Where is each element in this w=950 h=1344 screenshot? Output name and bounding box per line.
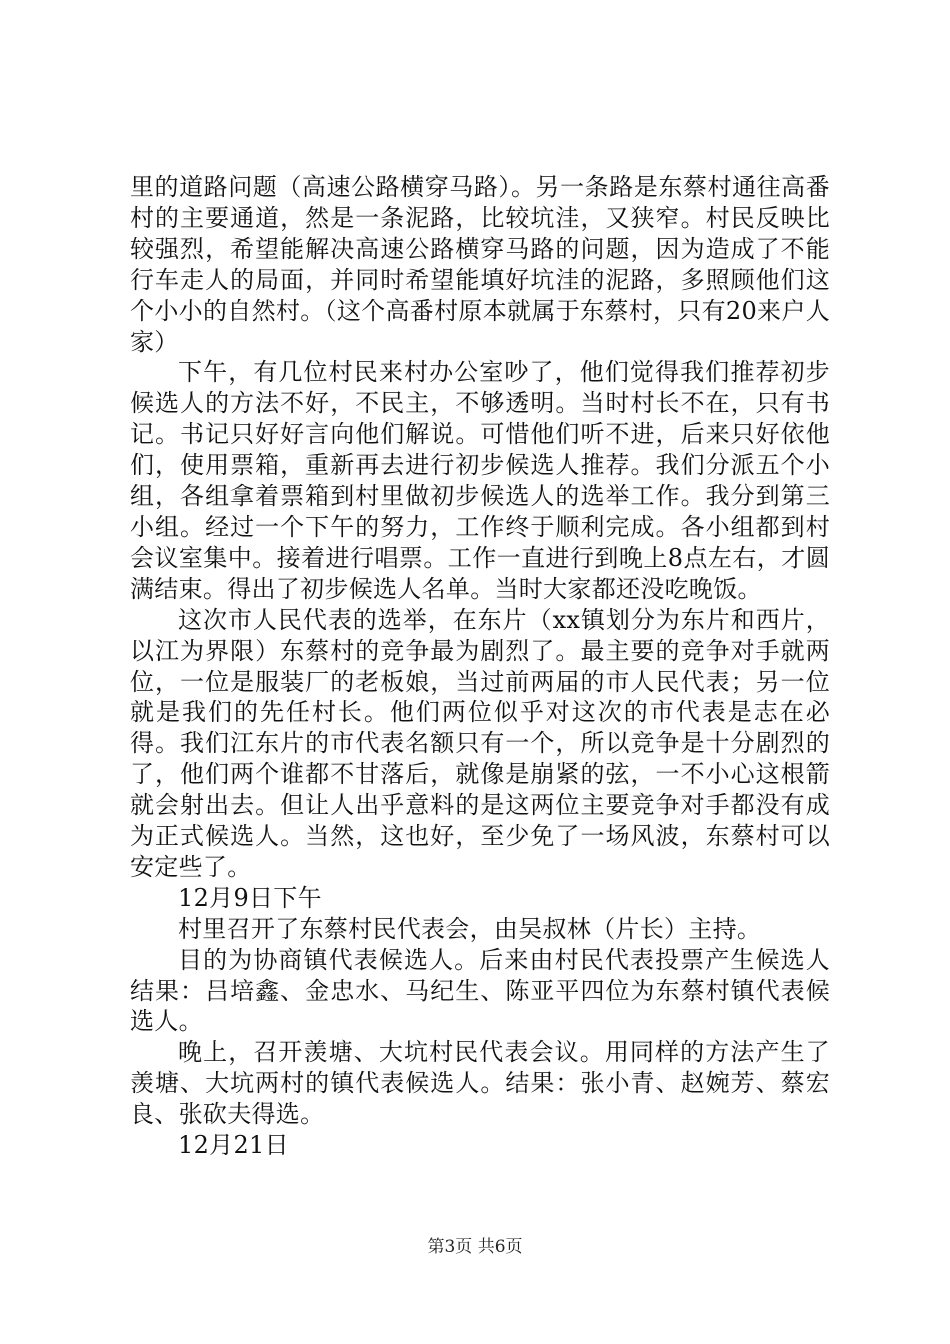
paragraph-2: 下午，有几位村民来村办公室吵了，他们觉得我们推荐初步候选人的方法不好，不民主，不够透明。当时村长不在，只有书记。书记只好好言向他们解说。可惜他们听不进，后来只好依他们，使用票箱，重新再去进行初步候选人推荐。我们分派五个小组，各组拿着票箱到村里做初步候选人的选举工作。我分到第三小组。经过一个下午的努力，工作终于顺利完成。各小组都到村会议室集中。接着进行唱票。工作一直进行到晚上8点左右，才圆满结束。得出了初步候选人名单。当时大家都还没吃晚饭。 [130,358,830,603]
date-heading-dec-9: 12月9日下午 [178,883,322,912]
document-body [130,172,830,1161]
paragraph-6: 目的为协商镇代表候选人。后来由村民代表投票产生候选人结果：吕培鑫、金忠水、马纪生、陈亚平四位为东蔡村镇代表候选人。 [130,945,830,1036]
date-heading-dec-21: 12月21日 [178,1131,289,1160]
paragraph-7: 晚上，召开羡塘、大坑村民代表会议。用同样的方法产生了羡塘、大坑两村的镇代表候选人。结果：张小青、赵婉芳、蔡宏良、张砍夫得选。 [130,1038,830,1129]
paragraph-3: 这次市人民代表的选举，在东片（xx镇划分为东片和西片，以江为界限）东蔡村的竞争最为剧烈了。最主要的竞争对手就两位，一位是服装厂的老板娘，当过前两届的市人民代表；另一位就是我们的先任村长。他们两位似乎对这次的市代表是志在必得。我们江东片的市代表名额只有一个，所以竞争是十分剧烈的了，他们两个谁都不甘落后，就像是崩紧的弦，一不小心这根箭就会射出去。但让人出乎意料的是这两位主要竞争对手都没有成为正式候选人。当然，这也好，至少免了一场风波，东蔡村可以安定些了。 [130,605,830,881]
paragraph-5: 村里召开了东蔡村民代表会，由吴叔林（片长）主持。 [178,914,762,943]
page-number-footer: 第3页 共6页 [427,1237,523,1257]
paragraph-1: 里的道路问题（高速公路横穿马路）。另一条路是东蔡村通往高番村的主要通道，然是一条泥路，比较坑洼，又狭窄。村民反映比较强烈，希望能解决高速公路横穿马路的问题，因为造成了不能行车走人的局面，并同时希望能填好坑洼的泥路，多照顾他们这个小小的自然村。（这个高番村原本就属于东蔡村，只有20来户人家） [130,173,830,356]
